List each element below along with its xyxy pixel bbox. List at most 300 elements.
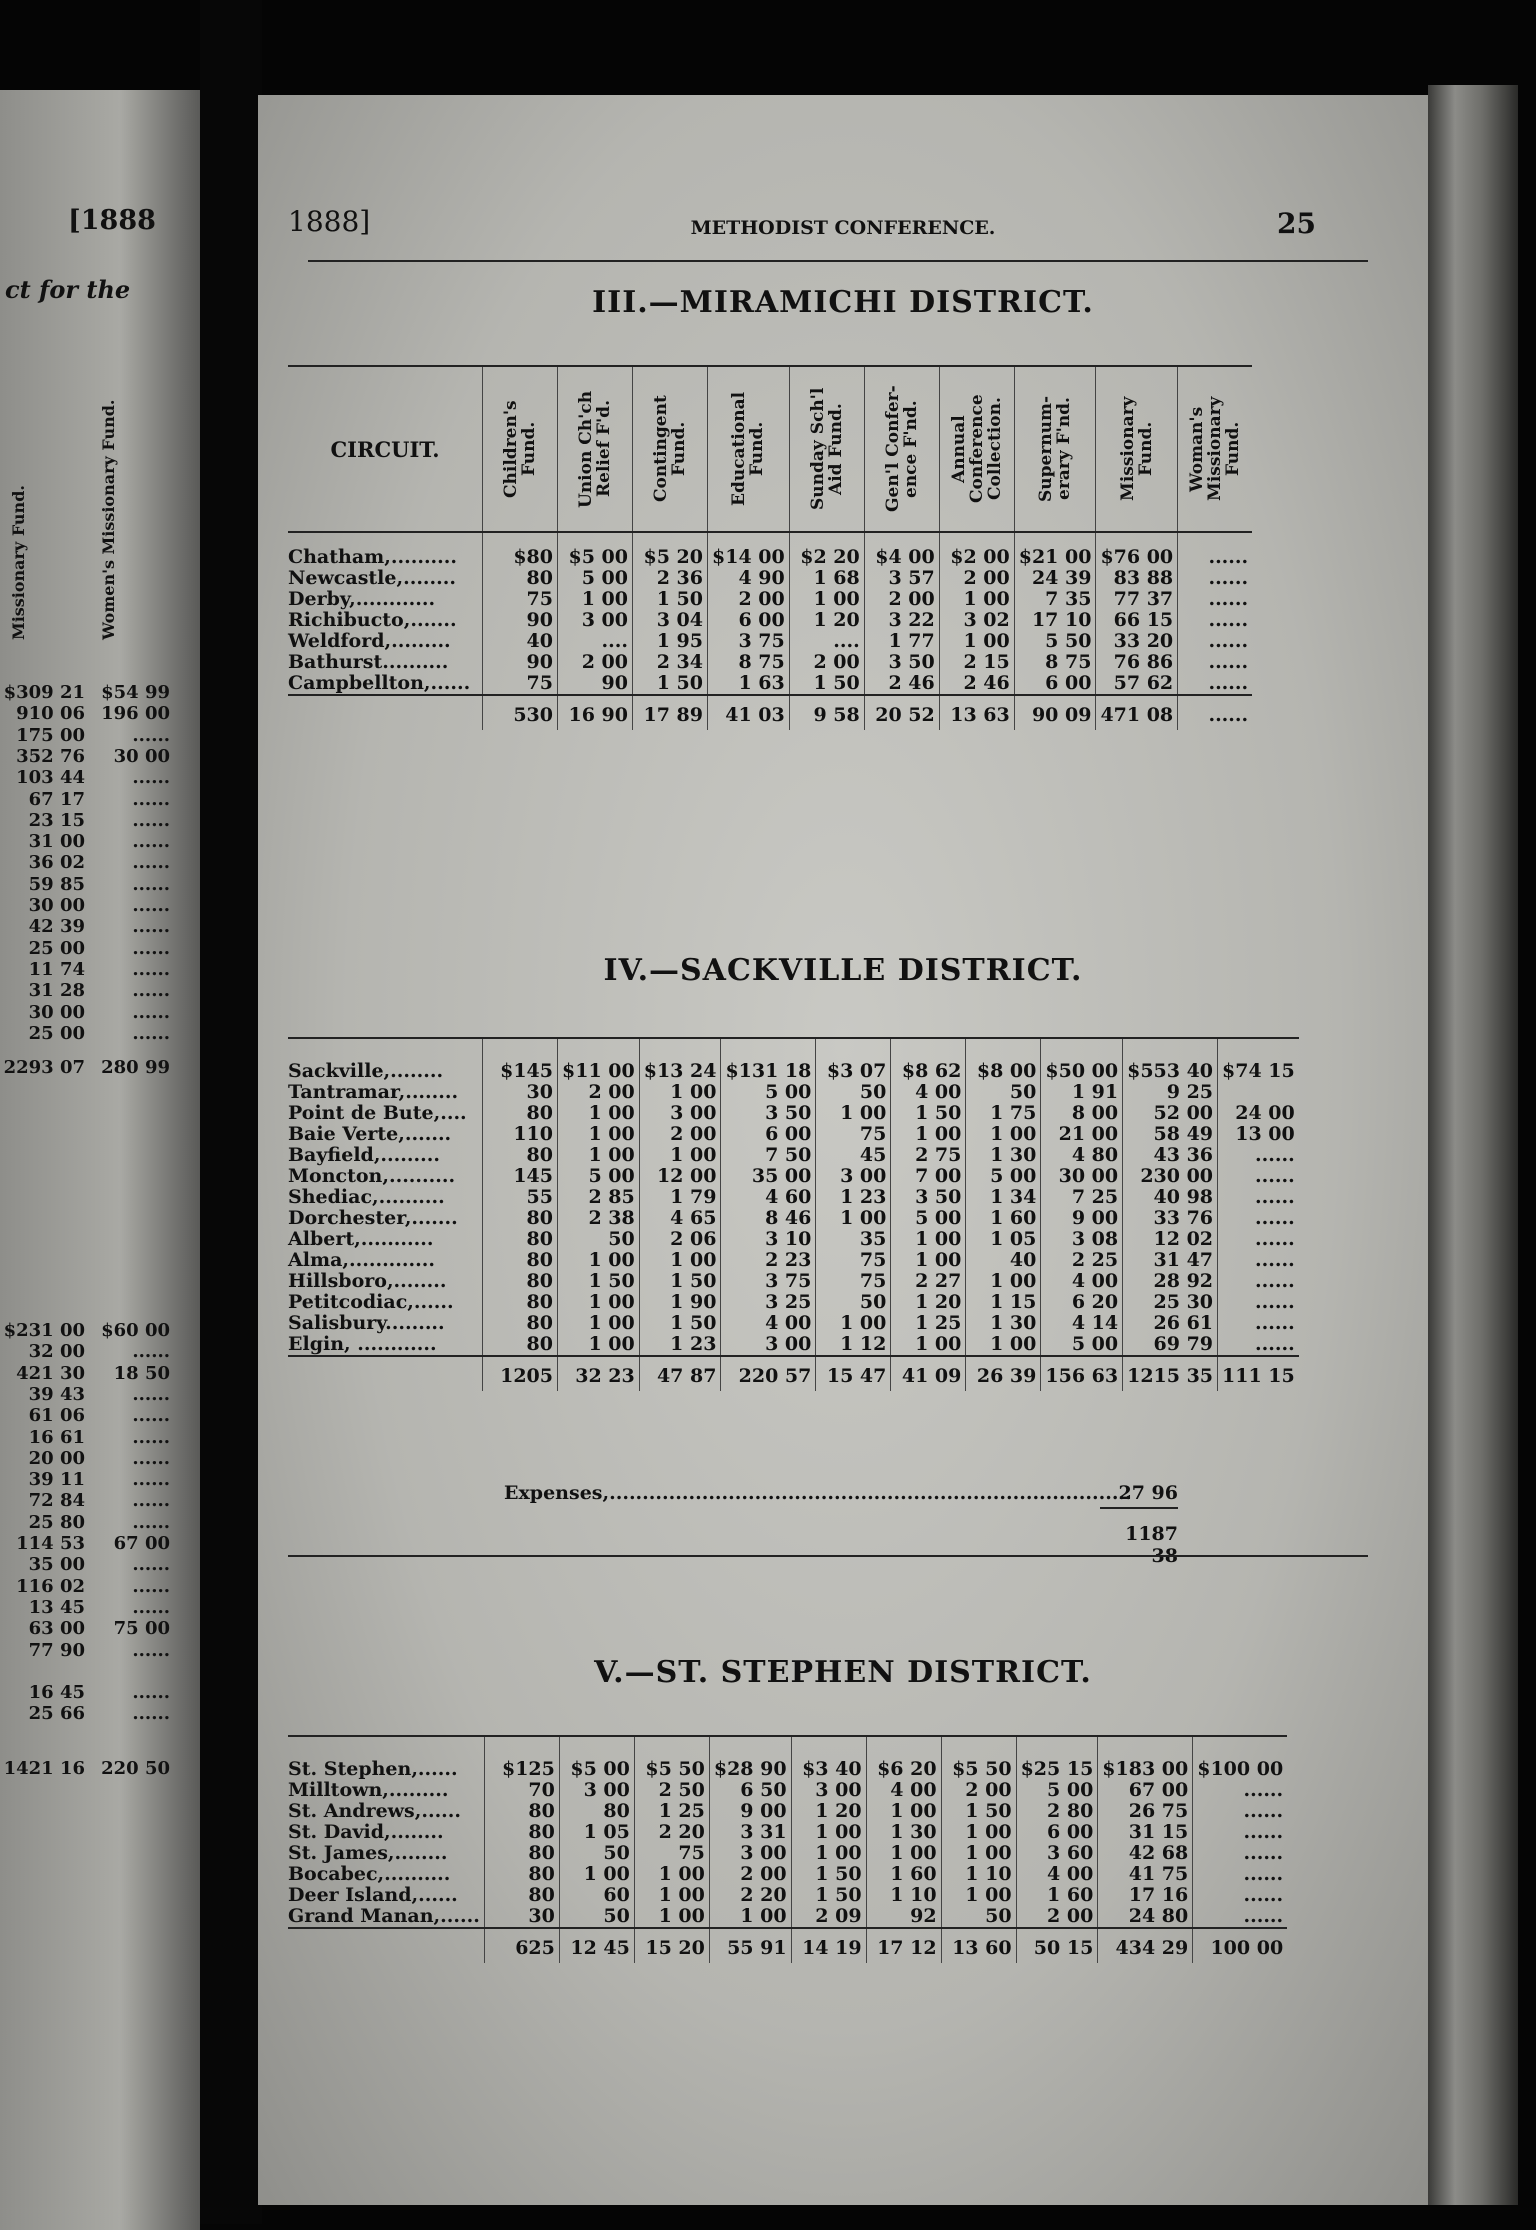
fund-value: 1 00 [558,1145,640,1166]
fund-value: 52 00 [1123,1103,1218,1124]
left-value: ...... [132,1682,170,1704]
fund-value: 1 00 [866,1843,941,1864]
fund-value: 2 75 [891,1145,966,1166]
fund-value: 75 [634,1843,709,1864]
totals-label [288,1928,484,1963]
table-row [288,532,1252,568]
left-value: 20 00 [28,1447,85,1469]
left-value: ...... [132,873,170,895]
fund-value: ...... [1178,568,1253,589]
table-row [288,1864,1287,1885]
fund-value: 50 [941,1906,1016,1928]
fund-value: 3 25 [721,1292,816,1313]
left-value: 11 74 [28,958,85,980]
fund-value: 5 00 [966,1166,1041,1187]
fund-value: 5 00 [558,1166,640,1187]
table-row [288,610,1252,631]
left-value: ...... [132,1426,170,1448]
table-row [288,1124,1299,1145]
fund-value: 1 63 [708,673,790,695]
column-header [1178,366,1253,532]
total-value: 530 [483,695,558,730]
fund-value: 50 [558,1229,640,1250]
fund-value: 80 [483,1250,558,1271]
left-value: ...... [132,1341,170,1363]
fund-value: 2 00 [639,1124,721,1145]
fund-value: 30 00 [1041,1166,1123,1187]
fund-value: .... [789,631,864,652]
column-header [558,366,633,532]
fund-value: $28 90 [709,1745,791,1780]
total-value: 55 91 [709,1928,791,1963]
fund-value: 1 91 [1041,1082,1123,1103]
column-rule [1041,1038,1123,1047]
left-total: 1421 16 [3,1758,85,1779]
fund-value: 2 00 [939,568,1014,589]
fund-value: ...... [1193,1885,1287,1906]
column-header-label: Gen'l Confer- ence F'nd. [882,385,921,513]
fund-value: 1 20 [791,1801,866,1822]
fund-value: 17 16 [1098,1885,1193,1906]
left-value: ...... [132,980,170,1002]
column-rule [559,1736,634,1745]
circuit-name: Bocabec,.......... [288,1863,451,1885]
circuit-name: Alma,............. [288,1249,435,1271]
fund-value: 3 08 [1041,1229,1123,1250]
fund-value: 1 00 [816,1208,891,1229]
fund-value: 67 00 [1098,1780,1193,1801]
fund-value: 70 [484,1780,559,1801]
fund-value: 1 00 [891,1334,966,1356]
fund-value: 1 23 [639,1334,721,1356]
fund-value: 50 [816,1082,891,1103]
fund-value: ...... [1178,631,1253,652]
fund-value: 75 [483,589,558,610]
fund-value: 3 00 [639,1103,721,1124]
column-header-circuit: CIRCUIT. [288,366,483,532]
total-value: 32 23 [558,1356,640,1391]
column-rule [634,1736,709,1745]
fund-value: 12 02 [1123,1229,1218,1250]
fund-value: 1 77 [864,631,939,652]
fund-value: 5 50 [1014,631,1096,652]
circuit-name: Shediac,.......... [288,1186,445,1208]
totals-label [288,1356,483,1391]
fund-value: 55 [483,1187,558,1208]
fund-value: 6 00 [708,610,790,631]
fund-value: 3 75 [721,1271,816,1292]
column-header-label: Contingent Fund. [651,395,689,503]
fund-value: 17 10 [1014,610,1096,631]
column-rule [288,1038,483,1047]
fund-value: 1 00 [966,1334,1041,1356]
column-rule [891,1038,966,1047]
fund-value: 75 [816,1271,891,1292]
fund-value: 1 30 [966,1313,1041,1334]
left-total: 2293 07 [3,1057,85,1078]
column-rule [816,1038,891,1047]
fund-value: 1 00 [891,1250,966,1271]
left-value: ...... [132,809,170,831]
total-value: 1215 35 [1123,1356,1218,1391]
fund-value: 5 00 [558,568,633,589]
fund-value: 76 86 [1096,652,1178,673]
circuit-name: Grand Manan,...... [288,1905,480,1927]
left-value: ...... [132,1490,170,1512]
total-value: 41 03 [708,695,790,730]
header-title: METHODIST CONFERENCE. [690,217,996,239]
fund-value: 1 00 [791,1843,866,1864]
table-row [288,1208,1299,1229]
column-rule [941,1736,1016,1745]
fund-value: 2 00 [941,1780,1016,1801]
fund-value: 83 88 [1096,568,1178,589]
fund-value: ...... [1218,1250,1299,1271]
fund-value: ...... [1218,1292,1299,1313]
fund-value: ...... [1193,1843,1287,1864]
table-row [288,568,1252,589]
fund-value: 1 00 [791,1822,866,1843]
column-rule [1123,1038,1218,1047]
fund-value: 1 05 [966,1229,1041,1250]
fund-value: 1 00 [941,1885,1016,1906]
table-row [288,1313,1299,1334]
fund-value: 33 20 [1096,631,1178,652]
fund-value: 2 27 [891,1271,966,1292]
fund-value: 1 50 [639,1271,721,1292]
left-value: 59 85 [28,873,85,895]
fund-value: 1 50 [789,673,864,695]
column-header [483,366,558,532]
fund-value: 1 15 [966,1292,1041,1313]
fund-value: 2 06 [639,1229,721,1250]
fund-value: 2 50 [634,1780,709,1801]
table-row [288,1166,1299,1187]
total-value: 16 90 [558,695,633,730]
total-value: 9 58 [789,695,864,730]
total-value: 90 09 [1014,695,1096,730]
fund-value: 50 [966,1082,1041,1103]
left-column-header: Women's Missionary Fund. [99,399,118,640]
fund-value: 90 [483,652,558,673]
fund-value: 1 00 [939,589,1014,610]
fund-value: 4 14 [1041,1313,1123,1334]
table-row [288,631,1252,652]
fund-value: 145 [483,1166,558,1187]
fund-value: 1 60 [966,1208,1041,1229]
left-value: 39 43 [28,1383,85,1405]
fund-value: $125 [484,1745,559,1780]
table-row [288,1187,1299,1208]
left-value: 23 15 [28,809,85,831]
column-rule [966,1038,1041,1047]
fund-value: 1 95 [633,631,708,652]
totals-label [288,695,483,730]
left-value: $54 99 [101,682,170,703]
fund-value: 4 00 [891,1082,966,1103]
fund-value: 2 25 [1041,1250,1123,1271]
fund-value: 1 10 [866,1885,941,1906]
fund-value: $4 00 [864,532,939,568]
fund-value: 1 00 [558,1103,640,1124]
fund-value: 3 00 [558,610,633,631]
table-row [288,1047,1299,1082]
fund-value: 2 00 [708,589,790,610]
fund-value: 80 [483,568,558,589]
table-row [288,1145,1299,1166]
fund-value: 8 75 [1014,652,1096,673]
fund-value: 3 50 [721,1103,816,1124]
circuit-name: Newcastle,........ [288,567,457,589]
circuit-name: Hillsboro,........ [288,1270,447,1292]
left-value: 67 00 [113,1533,170,1554]
page-edges [1428,85,1518,2205]
fund-value: 1 50 [791,1864,866,1885]
fund-value: 45 [816,1145,891,1166]
fund-value: 7 00 [891,1166,966,1187]
left-value: 75 00 [113,1618,170,1640]
fund-value: 2 38 [558,1208,640,1229]
left-value: 103 44 [16,767,85,789]
circuit-name: St. Stephen,...... [288,1758,458,1780]
total-value: 13 63 [939,695,1014,730]
fund-value: 50 [559,1906,634,1928]
left-value: 72 84 [28,1490,85,1512]
total-value: 434 29 [1098,1928,1193,1963]
fund-value: $553 40 [1123,1047,1218,1082]
fund-value: 77 37 [1096,589,1178,610]
fund-value: 1 50 [941,1801,1016,1822]
left-value: ...... [132,788,170,810]
fund-value: 3 22 [864,610,939,631]
fund-value: 1 25 [634,1801,709,1822]
fund-value: 4 90 [708,568,790,589]
fund-value: $50 00 [1041,1047,1123,1082]
circuit-name: Bayfield,......... [288,1144,440,1166]
column-header [789,366,864,532]
left-value: ...... [132,1575,170,1597]
left-value: ...... [132,1469,170,1491]
fund-value: 1 00 [891,1229,966,1250]
fund-value: $183 00 [1098,1745,1193,1780]
fund-value: 57 62 [1096,673,1178,695]
circuit-name: Elgin, ............ [288,1333,437,1355]
circuit-name: Derby,............ [288,588,436,610]
fund-value: 8 00 [1041,1103,1123,1124]
column-header-label: Educational Fund. [729,391,768,507]
fund-value: 2 20 [709,1885,791,1906]
fund-value: 50 [816,1292,891,1313]
fund-value: 2 15 [939,652,1014,673]
table-row [288,652,1252,673]
header-year: 1888] [288,205,371,238]
left-value: ...... [132,916,170,938]
fund-value: $5 00 [558,532,633,568]
fund-value: 1 00 [634,1906,709,1928]
left-value: 25 80 [28,1511,85,1533]
fund-value: 30 [484,1906,559,1928]
table-row [288,1250,1299,1271]
fund-value: 75 [816,1250,891,1271]
fund-value: 2 00 [558,1082,640,1103]
total-value: 100 00 [1193,1928,1287,1963]
fund-value: 2 23 [721,1250,816,1271]
left-value: 175 00 [16,724,85,746]
right-page [258,95,1428,2205]
total-value: 156 63 [1041,1356,1123,1391]
total-value: 15 47 [816,1356,891,1391]
fund-value: ...... [1218,1208,1299,1229]
circuit-name: Albert,........... [288,1228,434,1250]
fund-value: 1 00 [639,1145,721,1166]
fund-value: 43 36 [1123,1145,1218,1166]
left-value: ...... [132,1447,170,1469]
fund-value: 21 00 [1041,1124,1123,1145]
fund-value: 3 60 [1016,1843,1098,1864]
left-value: 32 00 [28,1341,85,1363]
circuit-name: Baie Verte,....... [288,1123,452,1145]
circuit-name: Petitcodiac,...... [288,1291,454,1313]
column-header-label: Missionary Fund. [1117,396,1156,502]
fund-value: 6 20 [1041,1292,1123,1313]
left-value: 25 00 [28,937,85,959]
fund-value: 1 30 [966,1145,1041,1166]
table-row [288,1745,1287,1780]
table-row [288,1906,1287,1928]
fund-value: ...... [1218,1229,1299,1250]
circuit-name: St. James,........ [288,1842,448,1864]
fund-value: 9 25 [1123,1082,1218,1103]
fund-value: $5 00 [559,1745,634,1780]
fund-value: 1 00 [966,1124,1041,1145]
fund-value: 4 00 [866,1780,941,1801]
fund-value: 3 31 [709,1822,791,1843]
fund-value: $14 00 [708,532,790,568]
fund-value: $76 00 [1096,532,1178,568]
fund-value: 1 50 [639,1313,721,1334]
table-row [288,1780,1287,1801]
left-value: 25 66 [28,1703,85,1725]
column-rule [1218,1038,1299,1047]
left-value: 31 28 [28,980,85,1002]
fund-value: 1 00 [639,1082,721,1103]
fund-value: 1 00 [558,589,633,610]
left-value: ...... [132,937,170,959]
fund-value: 2 20 [634,1822,709,1843]
fund-value: 3 00 [816,1166,891,1187]
total-value: 13 60 [941,1928,1016,1963]
fund-value: 75 [816,1124,891,1145]
column-header-label: Supernum- erary F'nd. [1036,395,1075,503]
totals-row [288,1928,1287,1963]
left-page [0,90,200,2230]
left-value: 31 00 [28,831,85,853]
fund-value: $13 24 [639,1047,721,1082]
left-value: 63 00 [28,1618,85,1640]
fund-value: ...... [1178,610,1253,631]
column-rule [709,1736,791,1745]
fund-value: 1 68 [789,568,864,589]
left-value: ...... [132,724,170,746]
totals-row [288,1356,1299,1391]
fund-value: 1 00 [891,1124,966,1145]
fund-value: 40 98 [1123,1187,1218,1208]
column-header-label: Annual Conference Collection. [948,394,1005,504]
sackville-expenses: 27 96 [1118,1482,1178,1504]
fund-value: 2 80 [1016,1801,1098,1822]
left-value: ...... [132,1639,170,1661]
left-value: 36 02 [28,852,85,874]
column-rule [1016,1736,1098,1745]
left-value: 61 06 [28,1405,85,1427]
fund-value: 24 80 [1098,1906,1193,1928]
fund-value: 80 [559,1801,634,1822]
fund-value: 2 00 [558,652,633,673]
fund-value: 1 60 [1016,1885,1098,1906]
table-row [288,589,1252,610]
fund-value: 75 [483,673,558,695]
left-value: 25 00 [28,1022,85,1044]
fund-value: 1 00 [634,1864,709,1885]
fund-value: 41 75 [1098,1864,1193,1885]
column-header [1014,366,1096,532]
circuit-name: Campbellton,...... [288,672,471,694]
total-value: 12 45 [559,1928,634,1963]
left-value: 35 00 [28,1554,85,1576]
total-value: 50 15 [1016,1928,1098,1963]
fund-value: 5 00 [721,1082,816,1103]
fund-value: 3 10 [721,1229,816,1250]
fund-value: 1 00 [558,1313,640,1334]
left-total: 220 50 [101,1758,170,1779]
fund-value: 1 50 [633,673,708,695]
fund-value: 1 00 [789,589,864,610]
fund-value: 66 15 [1096,610,1178,631]
fund-value: ...... [1178,589,1253,610]
fund-value: 42 68 [1098,1843,1193,1864]
left-running: ct for the [5,275,131,304]
fund-value: 30 [483,1082,558,1103]
total-value: 17 89 [633,695,708,730]
circuit-name: St. David,........ [288,1821,444,1843]
fund-value: 1 00 [639,1250,721,1271]
fund-value: $5 50 [941,1745,1016,1780]
fund-value: 1 90 [639,1292,721,1313]
fund-value: 2 00 [709,1864,791,1885]
fund-value: 3 00 [791,1780,866,1801]
table-row [288,1229,1299,1250]
total-value: 471 08 [1096,695,1178,730]
fund-value: ...... [1193,1864,1287,1885]
left-value: 13 45 [28,1596,85,1618]
left-header: [1888 [68,205,156,236]
fund-value: 1 79 [639,1187,721,1208]
fund-value: 2 00 [1016,1906,1098,1928]
table-row [288,1082,1299,1103]
table-row [288,1885,1287,1906]
left-value: 30 00 [113,745,170,767]
left-value: ...... [132,1405,170,1427]
fund-value: $100 00 [1193,1745,1287,1780]
left-value: ...... [132,1022,170,1044]
fund-value: 5 00 [891,1208,966,1229]
column-rule [721,1038,816,1047]
circuit-name: St. Andrews,...... [288,1800,462,1822]
fund-value: 1 12 [816,1334,891,1356]
fund-value: 1 20 [891,1292,966,1313]
column-rule [288,1736,484,1745]
left-value: ...... [132,1554,170,1576]
